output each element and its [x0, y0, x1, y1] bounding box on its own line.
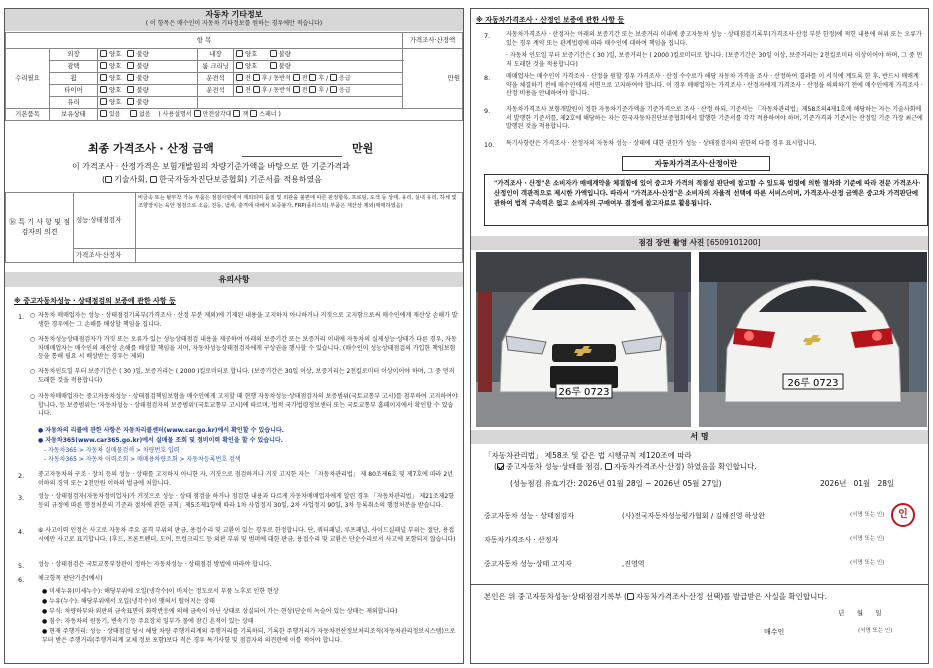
row-b: 내장	[198, 49, 234, 61]
checkbox[interactable]	[233, 110, 240, 117]
stamp-seal	[891, 503, 915, 527]
num-7: 7.	[484, 32, 491, 40]
checkbox[interactable]	[270, 62, 277, 69]
checkbox[interactable]	[253, 74, 260, 81]
checkbox[interactable]	[127, 86, 134, 93]
checkbox[interactable]	[105, 176, 112, 183]
row-a: 외장	[50, 49, 98, 61]
checkbox[interactable]	[309, 74, 316, 81]
seal-2: (서명 또는 인)	[850, 536, 885, 542]
sign-law2: ( 중고자동차 성능·상태를 점검, 자동차가격조사·산정) 하였음을 확인합니다.	[494, 462, 757, 471]
checkbox[interactable]	[150, 176, 157, 183]
inspector-name: (사)전국자동차성능평가협회 / 김해진영 하상완	[622, 512, 765, 520]
notice-6: 체크항목 판단기준(예시)	[38, 575, 103, 582]
criteria-1: ● 미세누유(미세누수): 해당부위에 오일(냉각수)이 비치는 정도로서 부품 노후로 인한 현상	[42, 588, 279, 595]
notice-sec: ※ 중고자동차성능 · 상태점검의 보증에 관한 사항 등	[14, 297, 176, 305]
other-info-header	[5, 9, 463, 31]
num-3: 3.	[18, 494, 25, 502]
checkbox[interactable]	[127, 50, 134, 57]
criteria-3: ● 부식: 차량하부와 외판의 금속표면이 화학반응에 의해 금속이 아닌 상태로 상실되어 가는 현상(단순히 녹슬어 있는 상태는 제외합니다)	[42, 608, 398, 615]
repair-label: 수리필요	[6, 49, 50, 109]
final-title: 최종 가격조사 · 산정 금액	[88, 142, 214, 155]
manwon: 만원	[403, 49, 463, 109]
checkbox[interactable]	[330, 74, 337, 81]
checkbox[interactable]	[236, 74, 243, 81]
num-4: 4.	[18, 528, 25, 536]
price-notice-9: 자동차가격조사 보험개발원이 정한 자동차기준가액을 기준가격으로 조사 · 산정 하되, 기준서는 「자동차관리법」제58조의4제1호에 해당하는 자는 기술사회에서 발행한 기준서를, 제2호에 해당하는 자는 한국자동차진단보증협회에서 발행한 기준서를 각각 적용하여야 하며, 기준가격과 기준서는 산정일 기준 가장 최근에 발행된 것을 적용합니다.	[506, 106, 923, 131]
num-9: 9.	[484, 107, 491, 115]
rear-photo	[699, 252, 927, 427]
col-item: 항 목	[6, 33, 403, 49]
notifier-label: 중고자동차 성능·상태 고지자	[484, 560, 572, 568]
row-a: 휠	[50, 73, 98, 85]
criteria-2: ● 누유(누수): 해당부위에서 오일(냉각수)이 맺혀서 떨어지는 상태	[42, 598, 215, 605]
checkbox[interactable]	[127, 98, 134, 105]
row-b: 운전석	[198, 73, 234, 85]
price-signer-label: 자동차가격조사 · 산정자	[484, 536, 559, 544]
row-b: 운전석	[198, 85, 234, 97]
other-info-title: 자동차 기타정보	[205, 10, 263, 19]
notice-1d: ○ 자동차매매업자는 중고자동차성능 · 상태점검책임보험을 매수인에게 고지할 때 현행 자동차성능·상태점검자의 보증범위(국토교통부 고시)를 첨부하여 고지하여야 합니다. 등 보증범위는 '자동차성능 · 상태점검자의 보증범위'(국토교통부 고시)에 따르며, 법적 국가법령정보센터 또는 국토교통부 홈페이지에서 확인할 수 있습니다.	[30, 393, 458, 418]
notice-1b: ○ 자동차성능상태점검자가 거짓 또는 오류가 있는 성능상태점검 내용을 제공하여 아래의 보증기간 또는 보증거리 이내에 자동차의 실제성능·상태가 다른 경우, 자동차매매업자는 매수인의 재산상 손해를 배상할 책임을 지며, 자동차성능상태점검자에게 구상권을 행사할 수 있습니다. (매수인이 성능상태점검의 가입한 책임보험 등을 통해 필요 시 배상받는 경우는 제외)	[30, 336, 457, 361]
price-notice-sec: ※ 자동차가격조사 · 산정인 보증에 관한 사항 등	[476, 16, 625, 24]
checkbox[interactable]	[293, 86, 300, 93]
checkbox[interactable]	[130, 110, 137, 117]
photo-header	[471, 236, 928, 250]
notifier-name: ,진영역	[622, 560, 645, 568]
checkbox-checked[interactable]	[497, 463, 504, 470]
inspector-label: 중고자동차 성능 · 상태점검자	[484, 512, 575, 520]
link-4: - 자동차365 > 자동차 이력조회 > 매매용차량조회 > 자동차등록번호 검색	[44, 456, 241, 463]
special-table	[5, 192, 463, 263]
perf-text: 비금속 또는 탈부착 가능 부품은 점검사항에서 제외되며 품질 및 외관을 불편에 따른 판정항목, 프로팅, 도색 등 상태, 유리, 실내 유리, 하체 및 조향장치는 육안 점검으로 소음, 진동, 냄새, 충격에 대해서 보증불가, FRP(플라스틱) 부품은 계산상 제외(매매하였음)	[136, 193, 463, 249]
rear-car-image	[699, 252, 927, 427]
checkbox[interactable]	[194, 110, 201, 117]
checkbox[interactable]	[100, 50, 107, 57]
receipt-line: 본인은 위 중고자동차성능·상태점검기록부 ( 자동차가격조사·산정 선택)를 발급받은 사실을 확인합니다.	[484, 592, 827, 601]
checkbox[interactable]	[627, 593, 634, 600]
row-b: 룸 크리닝	[198, 61, 234, 73]
final-desc2: ( 기술사회, 한국자동차진단보증협회) 기준서를 적용하였음	[102, 175, 322, 184]
checkbox[interactable]	[236, 50, 243, 57]
buyer-label: 매수인	[764, 628, 785, 636]
num-10: 10.	[484, 141, 495, 149]
link-2[interactable]: ● 자동차365(www.car365.go.kr)에서 실매물 조회 및 정비이력 확인을 할 수 있습니다.	[38, 437, 283, 444]
special-label: ⑯ 특 기 사 항 및 점검자의 의견	[6, 193, 74, 263]
criteria-5: ● 현재 주행거리: 성능 · 상태점검 당시 해당 차량 주행거리계의 주행거리를 기록하되, 기록한 주행거리가 자동차전산정보처리조직(자동차관리정보시스템)으로부터 받은 주행거리(주행거리계 교체 정보 포함)보다 적은 경우 특기사항 및 점검자의 의견란에 이를 적어야 합니다.	[42, 628, 456, 644]
link-3: - 자동차365 > 자동차 실매물검색 > 차량번호 입력	[44, 447, 180, 454]
price-notice-7-sub: · 자동차 인도일 부터 보증기간은 ( 30 )일, 보증거리는 ( 2000 )킬로미터로 합니다. (보증기간은 30일 이상, 보증거리는 2천킬로미터 이상이어야 하며, 그 중 먼저 도래한 것을 적용합니다)	[506, 52, 923, 68]
checkbox[interactable]	[330, 86, 337, 93]
price-notice-8: 매매업자는 매수인이 가격조사 · 산정을 원할 경우 가격조사 · 산정 수수료가 해당 자동차 가격을 조사 · 산정하여 결과를 이 서식에 계도록 한 후, 반드시 매매계약을 체결하기 전에 매수인에게 서면으로 고지하여야 합니다. 이 경우 매매업자는 가격조사 · 산정자에게 가격조사 · 산정을 의뢰하기 전에 매수인에게 가격조사 · 산정 비용을 안내하여야 합니다.	[506, 73, 923, 98]
receipt-ymd: 년 월 일	[838, 609, 882, 617]
checkbox[interactable]	[127, 62, 134, 69]
definition-text: "가격조사 · 산정"은 소비자가 매매계약을 체결함에 있어 중고차 가격의 적절성 판단에 참고할 수 있도록 법령에 의한 절차와 기준에 따라 전문 가격조사·산정인이 객관적으로 제시한 가액입니다. 따라서 "가격조사·산정"은 소비자의 자율적 선택에 따른 서비스이며, 가격조사·산정 금액은 중고차 가격판단에 관하여 법적 구속력은 없고 소비자의 구매여부 결정에 참고자료로 활용됩니다.	[494, 179, 921, 207]
front-photo	[476, 252, 691, 427]
final-desc1: 이 가격조사 · 산정가격은 보험개발원의 차량기준가액을 바탕으로 한 기준가격과	[72, 162, 350, 171]
checkbox[interactable]	[100, 62, 107, 69]
other-info-table: 항 목 가격조사·산정액 수리필요 외장 양호 불량 내장 양호 불량 만원 광택 양호 불량 룸 크리닝 양호 불량 휠 양호 불량 운전석 전 후 / 동반석 전 후 / 응급 타이어 양호 불량 운전석 전 후 / 동반석 전 후 / 응급 유리 양호 불량 기본품목 보유상태 있음 없음 ( 사용설명서 안전삼각대 잭 스패너 )	[5, 32, 463, 121]
notice-3: 성능 · 상태점검자(자동차정비업자)가 거짓으로 성능 · 상태 점검을 하거나 점검한 내용과 다르게 자동차매매업자에게 알린 경우 「자동차관리법」 제21조제2항 등의 규정에 따른 행정처분의 기준과 절차에 관한 규칙」제5조제1항에 따라 1차 사업정지 30일, 2차 사업정지 90일, 3차 등록취소의 행정처분을 받습니다.	[38, 493, 455, 509]
checkbox[interactable]	[293, 74, 300, 81]
notice-1a: ○ 자동차 매매업자는 성능 · 상태점검기록부(가격조사 · 산정 부분 제외)에 기재된 내용을 고지하지 아니하거나 거짓으로 고지함으로써 매수인에게 재산상 손해가 발생한 경우에는 그 손해를 배상할 책임을 집니다.	[30, 312, 458, 328]
front-car-image	[476, 252, 691, 427]
seal-4: (서명 또는 인)	[858, 628, 893, 634]
checkbox[interactable]	[236, 86, 243, 93]
row-a: 광택	[50, 61, 98, 73]
num-5: 5.	[18, 562, 25, 570]
checkbox[interactable]	[100, 98, 107, 105]
basic-label: 기본품목	[6, 109, 50, 121]
row-a: 유리	[50, 97, 98, 109]
checkbox[interactable]	[127, 74, 134, 81]
notice-4: ⑥ 사고이력 인정은 사고로 자동차 주요 골격 부위의 판금, 용접수리 및 교환이 있는 경우로 한정합니다. 단, 쿼터패널, 루프패널, 사이드실패널 부위는 절단, 용접 시에만 사고로 표기합니다. (후드, 프론트펜더, 도어, 트렁크리드 등 외판 부위 및 범퍼에 대한 판금, 용접수리 및 교환은 단순수리로서 사고에 포함되지 않습니다)	[38, 527, 456, 543]
price-notice-7: 자동차가격조사 · 산정자는 아래의 보증기간 또는 보증거리 이내에 중고자동차 성능 · 상태점검기록부(가격조사·산정 부분 한정)에 적힌 내용에 허위 또는 오류가 있는 경우 계약 또는 관계법령에 따라 매수인에 대하여 책임을 집니다.	[506, 31, 922, 47]
sign-header: 서 명	[471, 430, 928, 444]
checkbox[interactable]	[309, 86, 316, 93]
notice-5: 성능 · 상태점검은 국토교통부장관이 정하는 자동차성능 · 상태점검 방법에 따라야 합니다.	[38, 561, 272, 568]
other-info-note: ( 이 항목은 매수인이 자동차 기타정보를 원하는 경우에만 적습니다)	[145, 20, 323, 28]
seal-1: (서명 또는 인)	[850, 512, 885, 518]
notice-header: 유의사항	[5, 272, 463, 287]
checkbox[interactable]	[250, 110, 257, 117]
price-blank	[242, 156, 342, 157]
checkbox[interactable]	[270, 50, 277, 57]
basic-sub: 보유상태	[50, 109, 98, 121]
photo-title: 점검 장면 촬영 사진	[638, 238, 705, 247]
price-notice-10: 특기사항란은 가격조사 · 산정자의 자동차 성능 · 상태에 대한 권한가 성능 · 상태점검자의 권한의 다를 경우 표시합니다.	[506, 140, 817, 147]
notice-1c: ○ 자동차인도일 부터 보증기간은 ( 30 )일, 보증거리는 ( 2000 )킬로미터로 합니다. (보증기간은 30일 이상, 보증거리는 2천킬로미터 이상이어야 하며, 그 중 먼저 도래한 것을 적용합니다)	[30, 368, 455, 384]
num-2: 2.	[18, 472, 25, 480]
sign-date: 2026년 01월 28일	[820, 479, 895, 488]
checkbox[interactable]	[100, 86, 107, 93]
stamp-text: 인	[898, 509, 908, 520]
checkbox[interactable]	[236, 62, 243, 69]
front-plate: 26루 0723	[558, 387, 610, 398]
row-a: 타이어	[50, 85, 98, 97]
photo-id: [6509101200]	[706, 238, 761, 247]
checkbox[interactable]	[100, 74, 107, 81]
divider	[471, 584, 928, 585]
price-label: 가격조사·산정자	[74, 249, 136, 263]
num-6: 6.	[18, 576, 25, 584]
final-unit: 만원	[352, 142, 374, 155]
definition-title-box	[622, 156, 770, 171]
num-8: 8.	[484, 74, 491, 82]
sign-law1: 「자동차관리법」 제58조 및 같은 법 시행규칙 제120조에 따라	[484, 451, 692, 460]
col-price: 가격조사·산정액	[403, 33, 463, 49]
link-1[interactable]: ● 자동차의 리콜에 관한 사항은 자동차리콜센터(www.car.go.kr)에서 확인할 수 있습니다.	[38, 427, 284, 434]
criteria-4: ● 침수: 자동차의 원동기, 변속기 등 주요장치 일부가 물에 잠긴 흔적이 있는 상태	[42, 618, 254, 625]
checkbox[interactable]	[605, 463, 612, 470]
checkbox[interactable]	[100, 110, 107, 117]
definition-title: 자동차가격조사·산정이란	[654, 159, 738, 168]
perf-label: 성능·상태점검자	[74, 193, 136, 249]
num-1: 1.	[18, 313, 25, 321]
checkbox[interactable]	[253, 86, 260, 93]
sign-validity: (성능점검 유효기간: 2026년 01월 28일 ~ 2026년 05월 27일)	[510, 479, 722, 488]
rear-plate: 26루 0723	[787, 378, 839, 389]
seal-3: (서명 또는 인)	[850, 560, 885, 566]
notice-2: 중고자동차의 구조 · 장치 등의 성능 · 상태를 고지하지 아니한 자, 거짓으로 점검하거나 거짓 고지한 자는 「자동차관리법」 제 80조제6호 및 제7호에 따라 2년 이하의 징역 또는 2천만원 이하의 벌금에 처합니다.	[38, 471, 453, 487]
